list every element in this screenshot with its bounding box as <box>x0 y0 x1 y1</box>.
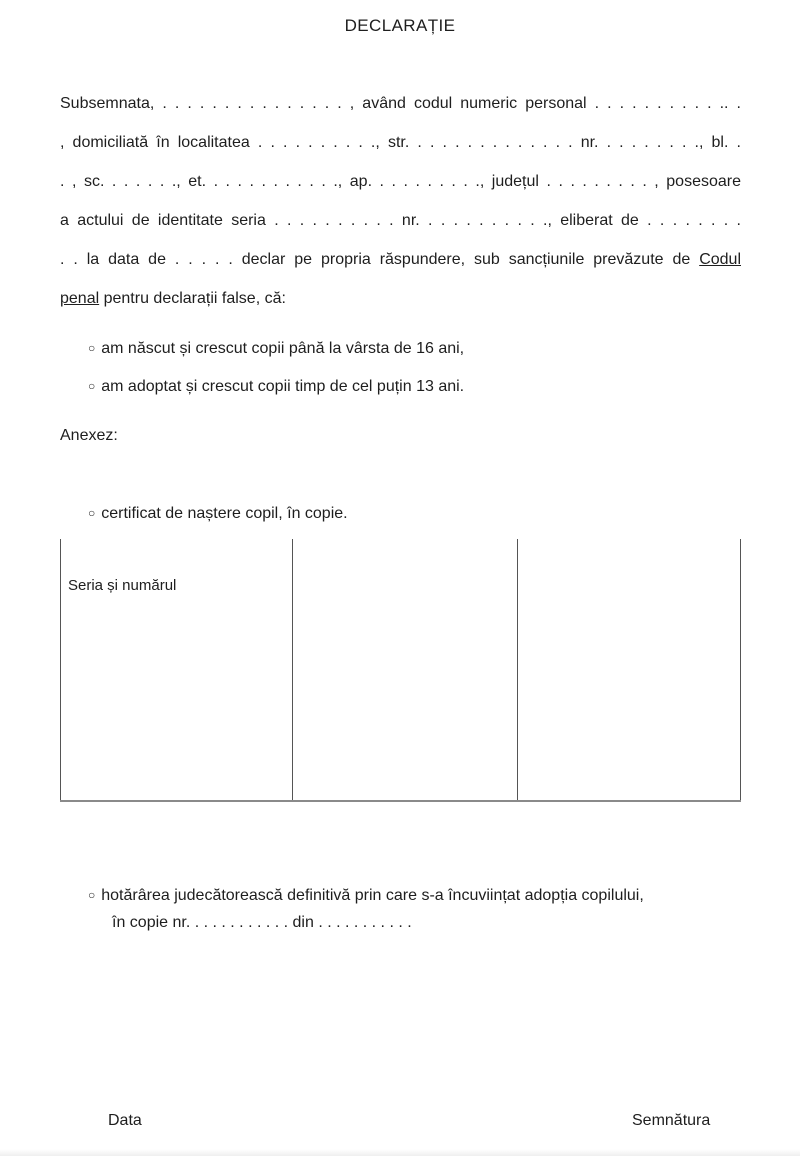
circle-bullet-icon: ○ <box>88 506 96 520</box>
signature-label: Semnătura <box>632 1112 711 1129</box>
paragraph-line-1 <box>60 84 741 123</box>
paragraph-line-5 <box>60 240 741 279</box>
paragraph-line-1-text: Subsemnata, . . . . . . . . . . . . . . . , având codul numeric personal . . . . . . . . . . .. . <box>60 95 741 112</box>
table-column-1 <box>60 539 292 800</box>
annex-item-birth-certificate <box>88 502 348 525</box>
table-column-2 <box>292 539 517 800</box>
paragraph-line-2-text: , domiciliată în localitatea . . . . . . . . . ., str. . . . . . . . . . . . . . nr. . . . . . . . ., bl. . <box>60 134 741 151</box>
seria-numar-table <box>60 539 741 802</box>
annex-item-court-decision-text1: hotărârea judecătorească definitivă prin care s-a încuviințat adopția copilului, <box>101 887 644 904</box>
circle-bullet-icon: ○ <box>88 379 96 393</box>
bullet-item-born-raised-text: am născut și crescut copii până la vârsta de 16 ani, <box>101 340 465 357</box>
annex-section-label: Anexez: <box>60 427 118 444</box>
circle-bullet-icon: ○ <box>88 341 96 355</box>
declaration-paragraph <box>60 84 741 318</box>
paragraph-line-6-text: pentru declarații false, că: <box>99 290 286 307</box>
bullet-item-adopted-raised-text: am adoptat și crescut copii timp de cel puțin 13 ani. <box>101 378 465 395</box>
paragraph-line-5-text: . . la data de . . . . . declar pe propria răspundere, sub sancțiunile prevăzute de <box>60 251 700 268</box>
date-label: Data <box>108 1112 142 1129</box>
annex-item-court-decision <box>88 884 644 938</box>
paragraph-line-4 <box>60 201 741 240</box>
page-title: DECLARAȚIE <box>344 16 456 35</box>
annex-item-court-decision-line2: în copie nr. . . . . . . . . . . . din . . . . . . . . . . . <box>112 914 412 931</box>
paragraph-line-4-text: a actului de identitate seria . . . . . . . . . . nr. . . . . . . . . . ., eliberat de . . . . . . . . <box>60 212 741 229</box>
bullet-item-born-raised <box>88 337 464 360</box>
paragraph-line-2 <box>60 123 741 162</box>
annex-item-birth-certificate-text: certificat de naștere copil, în copie. <box>101 505 348 522</box>
table-col1-label: Seria și numărul <box>68 577 177 594</box>
penal-underlined-text: penal <box>60 290 100 307</box>
paragraph-line-6 <box>60 279 741 318</box>
bullet-item-adopted-raised <box>88 375 464 398</box>
table-column-3 <box>517 539 741 800</box>
scan-edge-artifact <box>0 1149 800 1156</box>
codul-underlined-text: Codul <box>699 251 741 268</box>
circle-bullet-icon: ○ <box>88 888 96 902</box>
annex-item-court-decision-line1 <box>88 884 644 907</box>
paragraph-line-3-text: . , sc. . . . . . ., et. . . . . . . . . . . ., ap. . . . . . . . . ., județul . . . . . . . . . , posesoare <box>60 173 741 190</box>
paragraph-line-3 <box>60 162 741 201</box>
